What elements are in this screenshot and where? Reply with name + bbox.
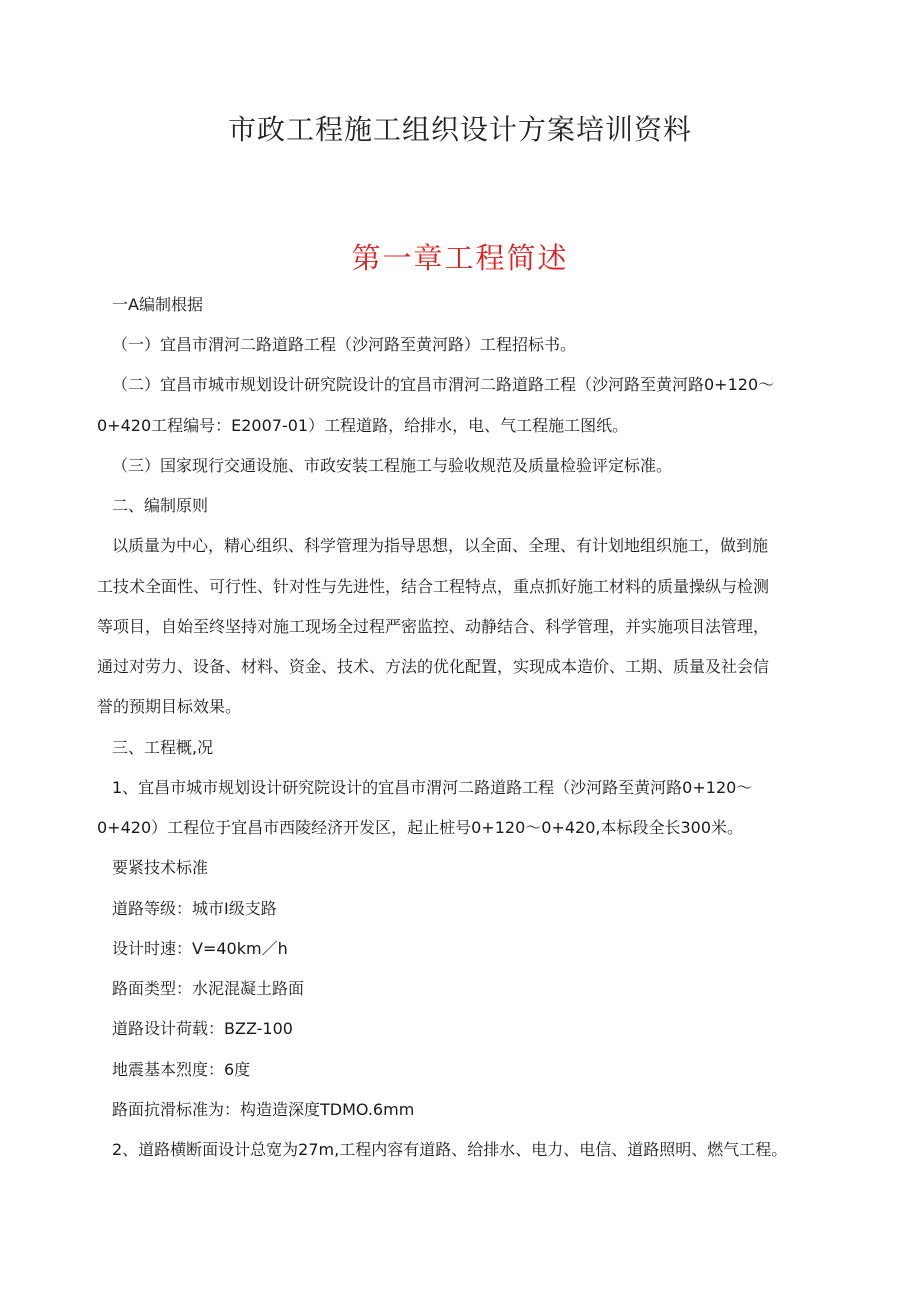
paragraph-line: 通过对劳力、设备、材料、资金、技术、方法的优化配置，实现成本造价、工期、质量及社会信 — [97, 657, 770, 676]
section-heading-basis: 一A编制根据 — [112, 295, 203, 314]
paragraph-line: （三）国家现行交通设施、市政安装工程施工与验收规范及质量检验评定标准。 — [112, 456, 673, 475]
paragraph-line: 1、宜昌市城市规划设计研究院设计的宜昌市渭河二路道路工程（沙河路至黄河路0+120～ — [112, 778, 753, 797]
spec-line: 路面类型：水泥混凝土路面 — [112, 979, 305, 998]
spec-line: 道路等级：城市Ⅰ级支路 — [112, 899, 277, 918]
spec-line: 地震基本烈度：6度 — [112, 1060, 251, 1079]
chapter-title: 第一章工程简述 — [351, 241, 569, 275]
paragraph-line: （一）宜昌市渭河二路道路工程（沙河路至黄河路）工程招标书。 — [112, 335, 577, 354]
paragraph-line: 以质量为中心，精心组织、科学管理为指导思想，以全面、全理、有计划地组织施工，做到施 — [112, 536, 769, 555]
spec-line: 设计时速：V=40km／h — [112, 939, 288, 958]
paragraph-line: 工技术全面性、可行性、针对性与先进性，结合工程特点，重点抓好施工材料的质量操纵与检测 — [97, 577, 770, 596]
section-heading-overview: 三、工程概,况 — [112, 738, 214, 757]
paragraph-line: 0+420工程编号：E2007-01）工程道路，给排水，电、气工程施工图纸。 — [97, 416, 629, 435]
paragraph-line: 2、道路横断面设计总宽为27m,工程内容有道路、给排水、电力、电信、道路照明、燃气工程。 — [112, 1140, 788, 1159]
subheading-standards: 要紧技术标准 — [112, 858, 209, 877]
paragraph-line: 等项目，自始至终坚持对施工现场全过程严密监控、动静结合、科学管理，并实施项目法管理， — [97, 617, 770, 636]
spec-line: 路面抗滑标准为：构造造深度TDMO.6mm — [112, 1100, 415, 1119]
paragraph-line: 0+420）工程位于宜昌市西陵经济开发区，起止桩号0+120～0+420,本标段全长300米。 — [97, 818, 744, 837]
document-title: 市政工程施工组织设计方案培训资料 — [227, 113, 692, 146]
section-heading-principles: 二、编制原则 — [112, 496, 209, 515]
paragraph-line: 誉的预期目标效果。 — [97, 697, 242, 716]
spec-line: 道路设计荷载：BZZ-100 — [112, 1019, 293, 1038]
paragraph-line: （二）宜昌市城市规划设计研究院设计的宜昌市渭河二路道路工程（沙河路至黄河路0+120～ — [112, 375, 775, 394]
